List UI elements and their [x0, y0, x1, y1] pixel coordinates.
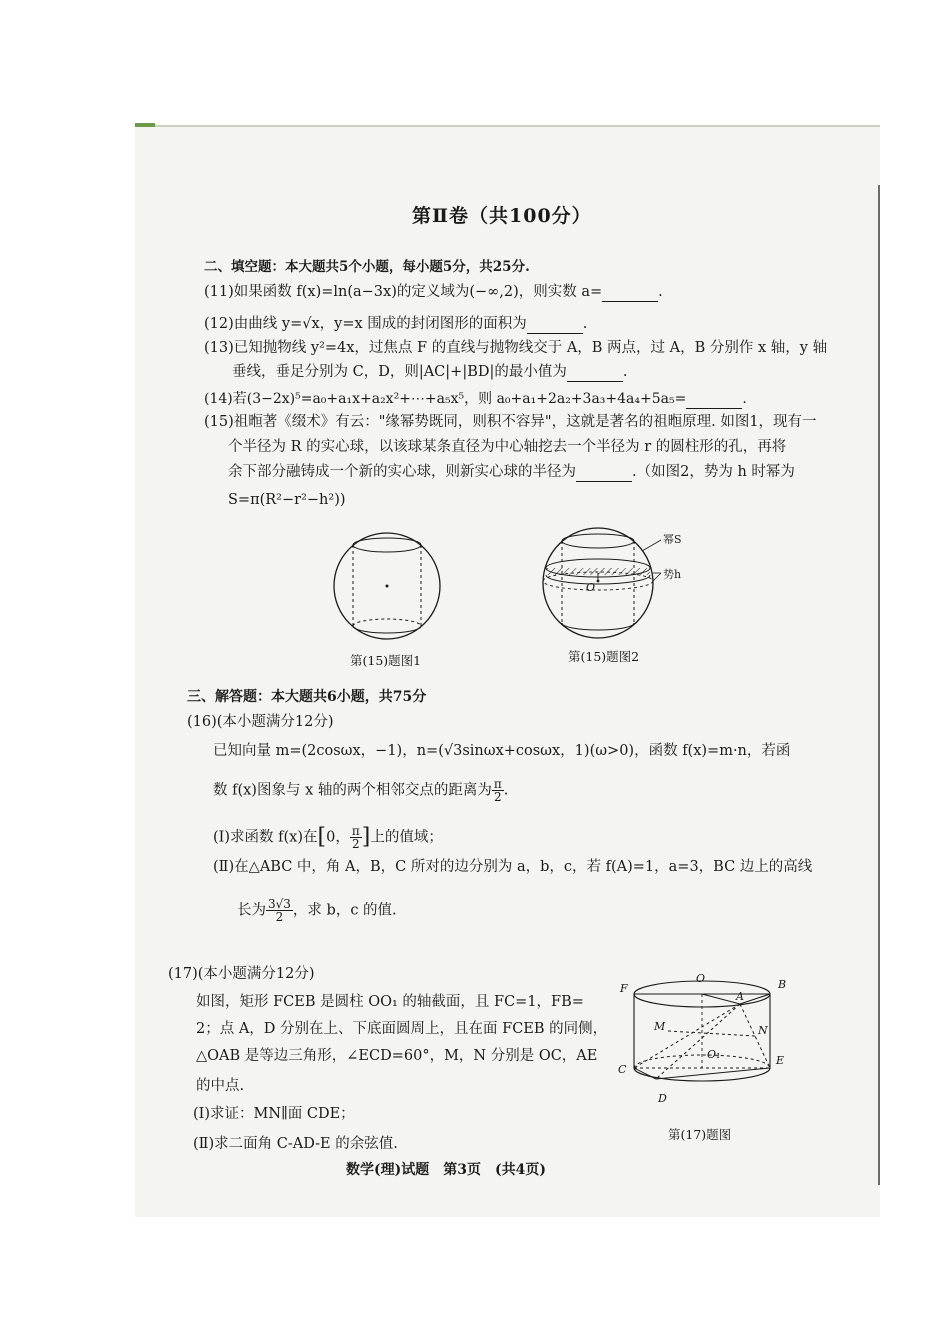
question-13-line1: (13)已知抛物线 y²=4x，过焦点 F 的直线与抛物线交于 A，B 两点，过 A，B 分别作 x 轴，y 轴 — [204, 340, 828, 356]
fig2-label-h: 势h — [663, 568, 682, 581]
fig17-label-o: O — [696, 972, 706, 985]
q12-blank — [527, 319, 583, 334]
question-16-part2-line2 — [237, 898, 397, 923]
question-17-line1: 如图，矩形 FCEB 是圆柱 OO₁ 的轴截面，且 FC=1，FB= — [196, 994, 584, 1010]
fig17-label-o1: O₁ — [707, 1048, 721, 1061]
question-15-line3 — [228, 462, 795, 482]
question-17-line4: 的中点. — [196, 1078, 245, 1094]
question-13-line2: 垂线，垂足分别为 C，D，则|AC|+|BD|的最小值为 . — [232, 364, 628, 380]
right-bracket: ] — [361, 824, 371, 850]
q16-fraction — [492, 778, 504, 803]
figure-15-1 — [328, 528, 448, 648]
q11-blank — [602, 287, 658, 302]
edge-mark — [135, 123, 155, 127]
fig17-label-c: C — [618, 1063, 627, 1076]
question-16-part1 — [213, 825, 443, 850]
figure-15-2 — [536, 523, 686, 648]
q16-interval-left: 0， — [326, 829, 350, 846]
q16-part2-end: ，求 b，c 的值. — [292, 902, 397, 919]
right-border-line — [878, 185, 880, 1185]
fig17-label-m: M — [654, 1020, 666, 1033]
q13-text: 垂线，垂足分别为 C，D，则|AC|+|BD|的最小值为 — [232, 364, 567, 380]
question-14: (14)若(3−2x)⁵=a₀+a₁x+a₂x²+⋯+a₅x⁵，则 a₀+a₁+2a₂+3a₃+4a₄+5a₅= . — [204, 391, 747, 407]
fig17-label-d: D — [658, 1092, 667, 1105]
question-15-line2: 个半径为 R 的实心球，以该球某条直径为中心轴挖去一个半径为 r 的圆柱形的孔，再将 — [228, 439, 787, 455]
fig17-label-n: N — [758, 1024, 768, 1037]
fill-blank-heading: 二、填空题：本大题共5个小题，每小题5分，共25分. — [204, 259, 530, 275]
question-16-part2-line1: (Ⅱ)在△ABC 中，角 A，B，C 所对的边分别为 a，b，c，若 f(A)=1，a=3，BC 边上的高线 — [213, 859, 813, 875]
fig17-label-f: F — [620, 982, 628, 995]
q11-text: (11)如果函数 f(x)=ln(a−3x)的定义域为(−∞,2)，则实数 a= — [204, 284, 603, 300]
figure-15-1-caption: 第(15)题图1 — [350, 653, 422, 668]
q12-text: (12)由曲线 y=√x，y=x 围成的封闭图形的面积为 — [204, 316, 527, 332]
q16-line2-end: . — [503, 782, 509, 799]
q15-text-a: 余下部分融铸成一个新的实心球，则新实心球的半径为 — [228, 464, 576, 480]
question-16-title: (16)(本小题满分12分) — [187, 714, 334, 730]
question-15-line1: (15)祖暅著《缀术》有云："缘幂势既同，则积不容异"，这就是著名的祖暅原理. 如图1，现有一 — [204, 414, 817, 430]
question-17-line2: 2；点 A，D 分别在上、下底面圆周上，且在面 FCEB 的同侧， — [196, 1021, 608, 1037]
question-11: (11)如果函数 f(x)=ln(a−3x)的定义域为(−∞,2)，则实数 a= . — [204, 284, 663, 300]
question-15-line4: S=π(R²−r²−h²)) — [228, 492, 346, 508]
q14-text: (14)若(3−2x)⁵=a₀+a₁x+a₂x²+⋯+a₅x⁵，则 a₀+a₁+2a₂+3a₃+4a₄+5a₅= — [204, 391, 687, 407]
q16-part2-den: 2 — [275, 910, 284, 924]
q16-fraction-num: π — [493, 777, 502, 791]
q16-part1-fraction — [350, 825, 362, 850]
question-17-part1: (Ⅰ)求证：MN∥面 CDE； — [193, 1106, 355, 1122]
q16-line2-text: 数 f(x)图象与 x 轴的两个相邻交点的距离为 — [213, 782, 492, 799]
fig17-label-a: A — [736, 990, 744, 1003]
q16-part1-den: 2 — [351, 837, 360, 851]
q16-part2-text: 长为 — [237, 902, 266, 919]
q16-part1-text: (Ⅰ)求函数 f(x)在 — [213, 829, 318, 846]
q16-fraction-den: 2 — [494, 790, 502, 804]
figure-15-2-caption: 第(15)题图2 — [568, 649, 640, 664]
question-12: (12)由曲线 y=√x，y=x 围成的封闭图形的面积为 . — [204, 316, 588, 332]
fig17-label-b: B — [778, 978, 787, 991]
question-16-line2 — [213, 778, 508, 803]
figure-17 — [612, 968, 802, 1110]
section-title: 第Ⅱ卷（共100分） — [412, 205, 592, 227]
left-bracket: [ — [317, 824, 327, 850]
question-17-title: (17)(本小题满分12分) — [168, 966, 315, 982]
fig2-label-o: O — [586, 581, 596, 594]
q16-part2-num: 3√3 — [268, 897, 291, 911]
q16-part1-end: 上的值域； — [370, 829, 443, 846]
question-16-line1: 已知向量 m=(2cosωx，−1)，n=(√3sinωx+cosωx，1)(ω>0)，函数 f(x)=m·n，若函 — [213, 743, 791, 759]
q16-part1-num: π — [351, 824, 360, 838]
q16-part2-fraction — [266, 898, 293, 923]
page-footer: 数学(理)试题 第3页 (共4页) — [346, 1162, 546, 1178]
q14-blank — [686, 394, 742, 409]
q15-blank — [576, 467, 632, 482]
figure-17-caption: 第(17)题图 — [668, 1127, 732, 1142]
q13-blank — [567, 367, 623, 382]
fig2-label-s: 幂S — [663, 533, 682, 546]
question-17-line3: △OAB 是等边三角形，∠ECD=60°，M，N 分别是 OC，AE — [196, 1048, 598, 1064]
q15-text-b: .（如图2，势为 h 时幂为 — [632, 464, 795, 480]
answer-section-heading: 三、解答题：本大题共6小题，共75分 — [187, 689, 427, 705]
fig17-label-e: E — [776, 1054, 785, 1067]
question-17-part2: (Ⅱ)求二面角 C-AD-E 的余弦值. — [193, 1136, 398, 1152]
